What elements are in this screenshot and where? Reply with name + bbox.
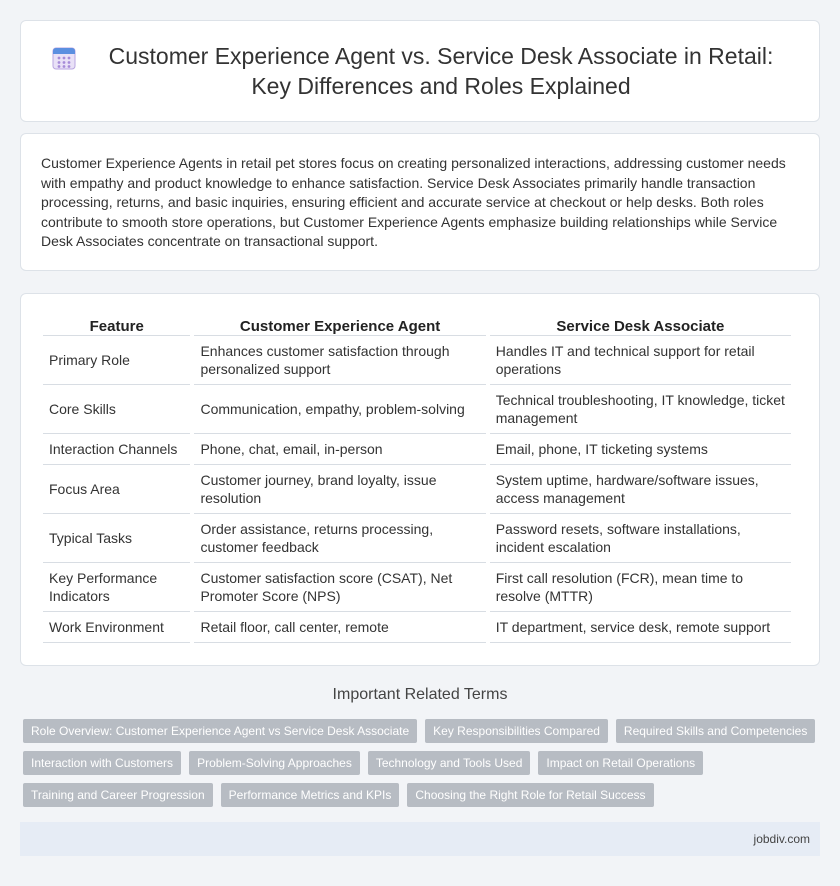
comparison-table [39,314,795,643]
tag-performance-metrics[interactable]: Performance Metrics and KPIs [221,783,400,807]
tag-problem-solving[interactable]: Problem-Solving Approaches [189,751,360,775]
table-row [43,336,791,385]
row-associate-value: First call resolution (FCR), mean time to resolve (MTTR) [490,563,791,612]
title-wrap [21,41,819,101]
table-row [43,563,791,612]
row-feature: Key Performance Indicators [43,563,190,612]
row-agent-value: Phone, chat, email, in-person [194,434,485,465]
table-row [43,434,791,465]
row-agent-value: Customer satisfaction score (CSAT), Net Promoter Score (NPS) [194,563,485,612]
intro-card [20,133,820,271]
row-feature: Work Environment [43,612,190,643]
table-row [43,514,791,563]
related-terms-tags [23,719,823,807]
row-associate-value: System uptime, hardware/software issues, access management [490,465,791,514]
row-feature: Primary Role [43,336,190,385]
header-customer-experience-agent: Customer Experience Agent [194,314,485,336]
row-feature: Focus Area [43,465,190,514]
title-card [20,20,820,122]
tag-choosing-right-role[interactable]: Choosing the Right Role for Retail Success [407,783,653,807]
tag-key-responsibilities[interactable]: Key Responsibilities Compared [425,719,608,743]
row-agent-value: Enhances customer satisfaction through personalized support [194,336,485,385]
row-feature: Typical Tasks [43,514,190,563]
footer-site-link[interactable]: jobdiv.com [753,832,810,846]
tag-training-career[interactable]: Training and Career Progression [23,783,213,807]
page-title: Customer Experience Agent vs. Service Desk Associate in Retail: Key Differences and Roles Explained [108,43,774,99]
row-feature: Core Skills [43,385,190,434]
tag-role-overview[interactable]: Role Overview: Customer Experience Agent vs Service Desk Associate [23,719,417,743]
header-service-desk-associate: Service Desk Associate [490,314,791,336]
tag-required-skills[interactable]: Required Skills and Competencies [616,719,815,743]
row-associate-value: Password resets, software installations, incident escalation [490,514,791,563]
row-agent-value: Customer journey, brand loyalty, issue resolution [194,465,485,514]
row-associate-value: IT department, service desk, remote support [490,612,791,643]
calendar-icon [51,45,77,71]
tag-technology-tools[interactable]: Technology and Tools Used [368,751,531,775]
footer [20,822,820,856]
comparison-table-card [20,293,820,666]
table-row [43,612,791,643]
table-row [43,465,791,514]
tag-impact-retail-operations[interactable]: Impact on Retail Operations [538,751,703,775]
tag-interaction-with-customers[interactable]: Interaction with Customers [23,751,181,775]
row-associate-value: Technical troubleshooting, IT knowledge, ticket management [490,385,791,434]
row-agent-value: Order assistance, returns processing, customer feedback [194,514,485,563]
row-associate-value: Handles IT and technical support for retail operations [490,336,791,385]
related-terms-section [0,686,840,704]
header-feature: Feature [43,314,190,336]
row-associate-value: Email, phone, IT ticketing systems [490,434,791,465]
table-row [43,385,791,434]
table-header-row [43,314,791,336]
row-feature: Interaction Channels [43,434,190,465]
row-agent-value: Retail floor, call center, remote [194,612,485,643]
intro-paragraph: Customer Experience Agents in retail pet stores focus on creating personalized interactions, addressing customer needs with empathy and product knowledge to enhance satisfaction. Service Desk Associates primarily handle transaction processing, returns, and basic inquiries, ensuring efficient and accurate service at checkout or help desks. Both roles contribute to smooth store operations, but Customer Experience Agents emphasize building relationships while Service Desk Associates concentrate on transactional support. [41,155,786,250]
related-terms-title: Important Related Terms [332,686,508,703]
row-agent-value: Communication, empathy, problem-solving [194,385,485,434]
